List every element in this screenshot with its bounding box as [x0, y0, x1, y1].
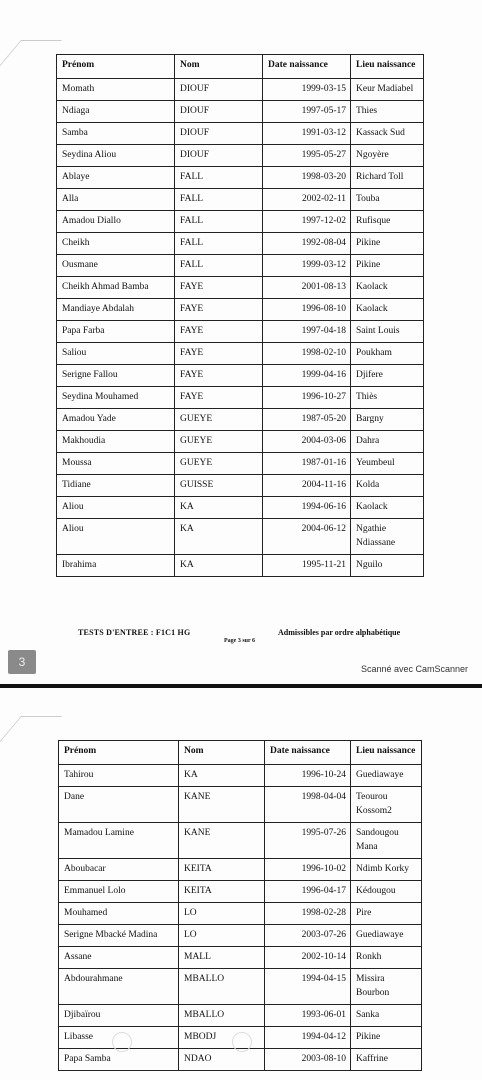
- cell-nom: MALL: [179, 947, 265, 969]
- table-row: [59, 765, 422, 787]
- cell-nom: GUEYE: [175, 453, 263, 475]
- table-row: [59, 903, 422, 925]
- cell-lieu-naissance: Dahra: [351, 431, 424, 453]
- cell-date-naissance: 1995-11-21: [263, 555, 351, 577]
- header-nom: Nom: [179, 741, 265, 765]
- cell-prenom: Abdourahmane: [59, 969, 179, 1005]
- table-row: [57, 123, 424, 145]
- cell-nom: KA: [179, 765, 265, 787]
- cell-nom: FAYE: [175, 299, 263, 321]
- cell-prenom: Assane: [59, 947, 179, 969]
- cell-prenom: Aliou: [57, 519, 175, 555]
- cell-lieu-naissance: Poukham: [351, 343, 424, 365]
- cell-lieu-naissance: Pire: [351, 903, 422, 925]
- cell-nom: DIOUF: [175, 145, 263, 167]
- cell-nom: FAYE: [175, 365, 263, 387]
- cell-date-naissance: 1991-03-12: [263, 123, 351, 145]
- table-row: [57, 497, 424, 519]
- table-row: [59, 787, 422, 823]
- cell-date-naissance: 1996-04-17: [265, 881, 351, 903]
- cell-lieu-naissance: Kaolack: [351, 497, 424, 519]
- cell-prenom: Djibaïrou: [59, 1005, 179, 1027]
- cell-lieu-naissance: Sandougou Mana: [351, 823, 422, 859]
- footer-page-number: Page 3 sur 6: [224, 638, 256, 644]
- cell-nom: LO: [179, 925, 265, 947]
- cell-prenom: Samba: [57, 123, 175, 145]
- cell-date-naissance: 1998-03-20: [263, 167, 351, 189]
- cell-date-naissance: 1999-03-12: [263, 255, 351, 277]
- cell-date-naissance: 1996-08-10: [263, 299, 351, 321]
- cell-nom: FAYE: [175, 343, 263, 365]
- cell-prenom: Alla: [57, 189, 175, 211]
- cell-date-naissance: 2001-08-13: [263, 277, 351, 299]
- cell-lieu-naissance: Nguilo: [351, 555, 424, 577]
- scanned-page-4: [0, 688, 482, 1080]
- cell-prenom: Mandiaye Abdalah: [57, 299, 175, 321]
- header-lieu-naissance: Lieu naissance: [351, 741, 422, 765]
- table-row: [57, 189, 424, 211]
- table-row: [57, 555, 424, 577]
- cell-nom: MBODJ: [179, 1027, 265, 1049]
- cell-lieu-naissance: Thiès: [351, 387, 424, 409]
- cell-lieu-naissance: Bargny: [351, 409, 424, 431]
- cell-date-naissance: 2004-03-06: [263, 431, 351, 453]
- cell-date-naissance: 1987-01-16: [263, 453, 351, 475]
- cell-lieu-naissance: Guediawaye: [351, 925, 422, 947]
- cell-date-naissance: 2002-02-11: [263, 189, 351, 211]
- camscanner-watermark: Scanné avec CamScanner: [360, 664, 468, 674]
- cell-lieu-naissance: Ngoyère: [351, 145, 424, 167]
- admissibles-table-page-3: [56, 54, 424, 577]
- cell-prenom: Mamadou Lamine: [59, 823, 179, 859]
- cell-prenom: Dane: [59, 787, 179, 823]
- header-prenom: Prénom: [59, 741, 179, 765]
- table-row: [57, 79, 424, 101]
- cell-lieu-naissance: Kaffrine: [351, 1049, 422, 1071]
- cell-date-naissance: 1997-05-17: [263, 101, 351, 123]
- cell-nom: MBALLO: [179, 1005, 265, 1027]
- table-header-row: [57, 55, 424, 79]
- cell-lieu-naissance: Sanka: [351, 1005, 422, 1027]
- cell-lieu-naissance: Kolda: [351, 475, 424, 497]
- cell-prenom: Mouhamed: [59, 903, 179, 925]
- cell-prenom: Tidiane: [57, 475, 175, 497]
- cell-prenom: Makhoudia: [57, 431, 175, 453]
- table-row: [57, 277, 424, 299]
- cell-prenom: Serigne Mbacké Madina: [59, 925, 179, 947]
- cell-lieu-naissance: Missira Bourbon: [351, 969, 422, 1005]
- cell-prenom: Seydina Mouhamed: [57, 387, 175, 409]
- cell-nom: FAYE: [175, 387, 263, 409]
- cell-nom: DIOUF: [175, 101, 263, 123]
- cell-lieu-naissance: Djifere: [351, 365, 424, 387]
- cell-lieu-naissance: Touba: [351, 189, 424, 211]
- cell-prenom: Momath: [57, 79, 175, 101]
- cell-lieu-naissance: Keur Madiabel: [351, 79, 424, 101]
- cell-lieu-naissance: Pikine: [351, 1027, 422, 1049]
- cell-prenom: Tahirou: [59, 765, 179, 787]
- table-row: [59, 969, 422, 1005]
- cell-date-naissance: 1998-04-04: [265, 787, 351, 823]
- cell-prenom: Aliou: [57, 497, 175, 519]
- cell-nom: FALL: [175, 189, 263, 211]
- scan-circle-mark: [112, 1032, 132, 1052]
- table-row: [59, 859, 422, 881]
- table-row: [57, 519, 424, 555]
- cell-nom: MBALLO: [179, 969, 265, 1005]
- cell-prenom: Amadou Diallo: [57, 211, 175, 233]
- table-row: [57, 409, 424, 431]
- table-row: [57, 233, 424, 255]
- cell-date-naissance: 1997-04-18: [263, 321, 351, 343]
- cell-date-naissance: 1998-02-10: [263, 343, 351, 365]
- cell-nom: DIOUF: [175, 79, 263, 101]
- cell-lieu-naissance: Pikine: [351, 233, 424, 255]
- cell-lieu-naissance: Kédougou: [351, 881, 422, 903]
- cell-nom: KA: [175, 519, 263, 555]
- cell-date-naissance: 1994-04-15: [265, 969, 351, 1005]
- cell-lieu-naissance: Richard Toll: [351, 167, 424, 189]
- table-row: [57, 101, 424, 123]
- cell-date-naissance: 2004-11-16: [263, 475, 351, 497]
- page-index-badge[interactable]: 3: [8, 650, 36, 674]
- cell-date-naissance: 1999-03-15: [263, 79, 351, 101]
- table-body: [57, 79, 424, 577]
- cell-prenom: Ablaye: [57, 167, 175, 189]
- cell-prenom: Amadou Yade: [57, 409, 175, 431]
- cell-nom: NDAO: [179, 1049, 265, 1071]
- table-header-row: [59, 741, 422, 765]
- cell-prenom: Emmanuel Lolo: [59, 881, 179, 903]
- cell-prenom: Libasse: [59, 1027, 179, 1049]
- cell-prenom: Cheikh Ahmad Bamba: [57, 277, 175, 299]
- cell-lieu-naissance: Yeumbeul: [351, 453, 424, 475]
- header-prenom: Prénom: [57, 55, 175, 79]
- table-row: [57, 475, 424, 497]
- cell-date-naissance: 1996-10-24: [265, 765, 351, 787]
- header-date-naissance: Date naissance: [263, 55, 351, 79]
- cell-lieu-naissance: Thies: [351, 101, 424, 123]
- cell-lieu-naissance: Ronkh: [351, 947, 422, 969]
- cell-lieu-naissance: Kaolack: [351, 277, 424, 299]
- header-nom: Nom: [175, 55, 263, 79]
- cell-date-naissance: 2004-06-12: [263, 519, 351, 555]
- cell-lieu-naissance: Saint Louis: [351, 321, 424, 343]
- cell-date-naissance: 1996-10-02: [265, 859, 351, 881]
- cell-nom: FAYE: [175, 321, 263, 343]
- cell-lieu-naissance: Kaolack: [351, 299, 424, 321]
- table-row: [59, 947, 422, 969]
- cell-date-naissance: 1998-02-28: [265, 903, 351, 925]
- cell-nom: GUISSE: [175, 475, 263, 497]
- cell-nom: FALL: [175, 167, 263, 189]
- cell-prenom: Cheikh: [57, 233, 175, 255]
- cell-prenom: Saliou: [57, 343, 175, 365]
- cell-prenom: Serigne Fallou: [57, 365, 175, 387]
- table-row: [59, 1005, 422, 1027]
- header-date-naissance: Date naissance: [265, 741, 351, 765]
- table-row: [57, 145, 424, 167]
- page-fold-mark: [0, 40, 62, 71]
- cell-date-naissance: 1994-04-12: [265, 1027, 351, 1049]
- cell-lieu-naissance: Ngathie Ndiassane: [351, 519, 424, 555]
- cell-date-naissance: 1995-05-27: [263, 145, 351, 167]
- admissibles-table-page-4: [58, 740, 422, 1071]
- cell-nom: KANE: [179, 787, 265, 823]
- cell-date-naissance: 2003-08-10: [265, 1049, 351, 1071]
- cell-nom: FAYE: [175, 277, 263, 299]
- cell-date-naissance: 1993-06-01: [265, 1005, 351, 1027]
- cell-prenom: Ibrahima: [57, 555, 175, 577]
- footer-test-title: TESTS D'ENTREE : F1C1 HG: [78, 628, 191, 637]
- cell-lieu-naissance: Pikine: [351, 255, 424, 277]
- cell-prenom: Ousmane: [57, 255, 175, 277]
- cell-nom: GUEYE: [175, 409, 263, 431]
- cell-date-naissance: 1996-10-27: [263, 387, 351, 409]
- table-row: [57, 211, 424, 233]
- table-row: [57, 343, 424, 365]
- page-fold-mark: [0, 716, 62, 747]
- cell-date-naissance: 1987-05-20: [263, 409, 351, 431]
- cell-date-naissance: 1995-07-26: [265, 823, 351, 859]
- table-row: [57, 321, 424, 343]
- cell-prenom: Aboubacar: [59, 859, 179, 881]
- cell-lieu-naissance: Rufisque: [351, 211, 424, 233]
- table-row: [57, 431, 424, 453]
- table-row: [59, 823, 422, 859]
- cell-prenom: Papa Samba: [59, 1049, 179, 1071]
- table-row: [57, 365, 424, 387]
- cell-nom: KA: [175, 555, 263, 577]
- cell-nom: DIOUF: [175, 123, 263, 145]
- header-lieu-naissance: Lieu naissance: [351, 55, 424, 79]
- table-body: [59, 765, 422, 1071]
- cell-lieu-naissance: Ndimb Korky: [351, 859, 422, 881]
- table-row: [57, 387, 424, 409]
- cell-prenom: Papa Farba: [57, 321, 175, 343]
- cell-prenom: Ndiaga: [57, 101, 175, 123]
- cell-prenom: Moussa: [57, 453, 175, 475]
- table-row: [59, 925, 422, 947]
- cell-nom: FALL: [175, 233, 263, 255]
- cell-nom: KA: [175, 497, 263, 519]
- cell-date-naissance: 1994-06-16: [263, 497, 351, 519]
- cell-date-naissance: 2003-07-26: [265, 925, 351, 947]
- table-row: [59, 881, 422, 903]
- cell-nom: FALL: [175, 255, 263, 277]
- cell-nom: KEITA: [179, 859, 265, 881]
- cell-date-naissance: 1992-08-04: [263, 233, 351, 255]
- cell-nom: GUEYE: [175, 431, 263, 453]
- cell-nom: LO: [179, 903, 265, 925]
- table-row: [57, 299, 424, 321]
- table-row: [57, 453, 424, 475]
- cell-date-naissance: 2002-10-14: [265, 947, 351, 969]
- cell-prenom: Seydina Aliou: [57, 145, 175, 167]
- cell-nom: FALL: [175, 211, 263, 233]
- cell-nom: KEITA: [179, 881, 265, 903]
- cell-date-naissance: 1999-04-16: [263, 365, 351, 387]
- cell-lieu-naissance: Guediawaye: [351, 765, 422, 787]
- scan-circle-mark: [232, 1032, 252, 1052]
- cell-nom: KANE: [179, 823, 265, 859]
- cell-lieu-naissance: Kassack Sud: [351, 123, 424, 145]
- table-row: [57, 167, 424, 189]
- cell-date-naissance: 1997-12-02: [263, 211, 351, 233]
- table-row: [57, 255, 424, 277]
- footer-admissibles-label: Admissibles par ordre alphabétique: [278, 628, 401, 637]
- cell-lieu-naissance: Teourou Kossom2: [351, 787, 422, 823]
